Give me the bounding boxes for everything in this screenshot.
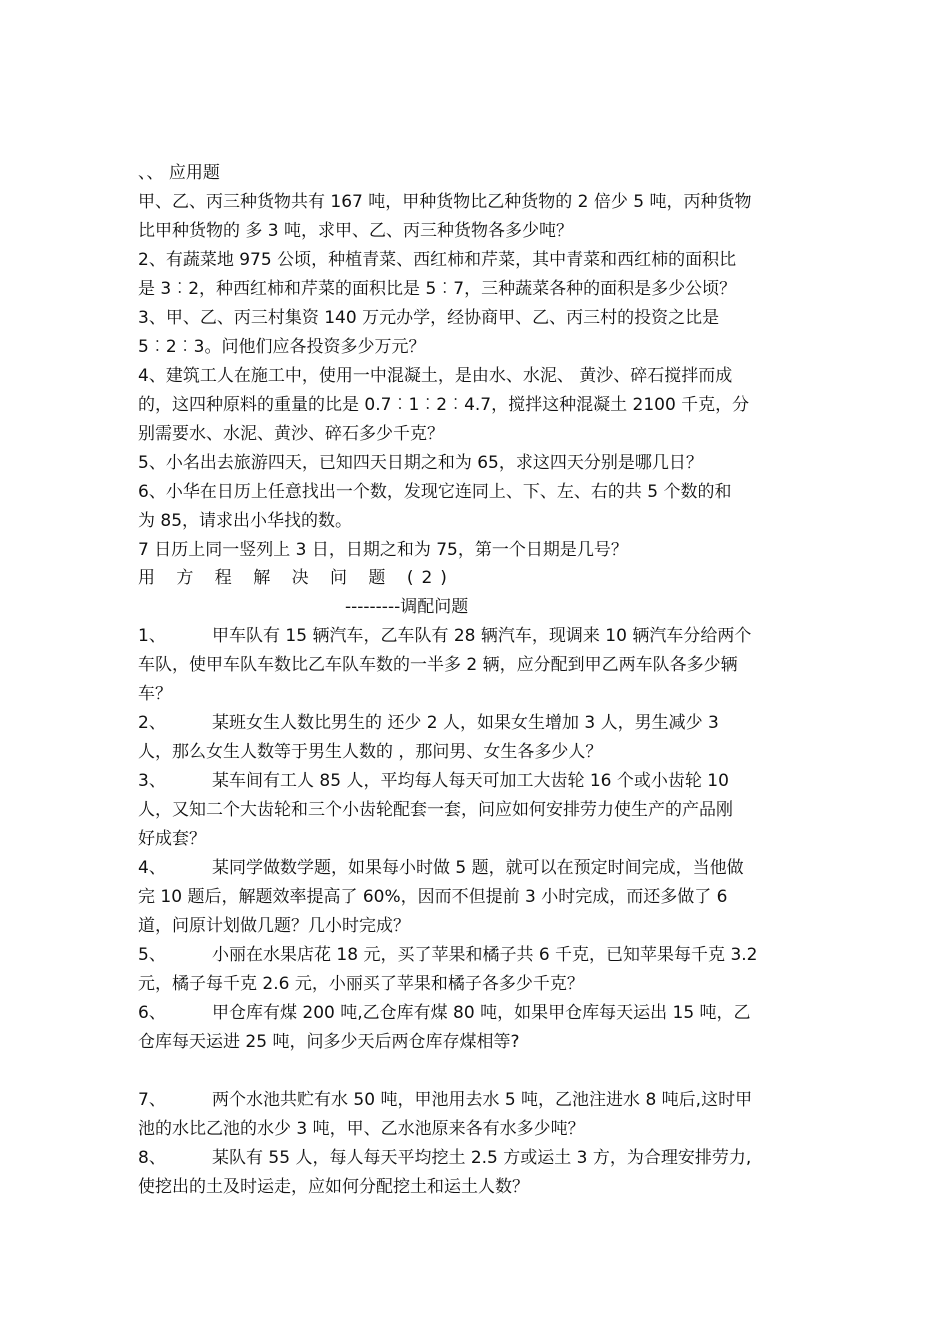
- problem-number: 8、: [138, 1148, 166, 1168]
- problem-text-line: 的，这四种原料的重量的比是 0.7︰1︰2︰4.7，搅拌这种混凝土 2100 千克，分: [138, 395, 750, 415]
- problem-first-line: [138, 625, 818, 647]
- problem-text-line: 4、建筑工人在施工中，使用一中混凝土，是由水、水泥、 黄沙、碎石搅拌而成: [138, 366, 733, 386]
- problem-text-line: 使挖出的土及时运走，应如何分配挖土和运土人数？: [138, 1177, 529, 1197]
- problem-number: 5、: [138, 945, 166, 965]
- problem-first-line: [138, 1089, 818, 1111]
- problem-text-line: 为 85，请求出小华找的数。: [138, 511, 353, 531]
- problem-text-line: 5、小名出去旅游四天，已知四天日期之和为 65，求这四天分别是哪几日？: [138, 453, 703, 473]
- problem-text: 小丽在水果店花 18 元，买了苹果和橘子共 6 千克，已知苹果每千克 3.2: [212, 945, 758, 965]
- problem-text: 某队有 55 人，每人每天平均挖土 2.5 方或运土 3 方，为合理安排劳力,: [212, 1148, 752, 1168]
- problem-text-line: 别需要水、水泥、黄沙、碎石多少千克？: [138, 424, 444, 444]
- problem-text-line: 是 3︰2，种西红柿和芹菜的面积比是 5︰7，三种蔬菜各种的面积是多少公顷？: [138, 279, 737, 299]
- problem-number: 3、: [138, 771, 166, 791]
- problem-text-line: 道，问原计划做几题？几小时完成？: [138, 916, 410, 936]
- problem-first-line: [138, 944, 818, 966]
- problem-text-line: 3、甲、乙、丙三村集资 140 万元办学，经协商甲、乙、丙三村的投资之比是: [138, 308, 720, 328]
- problem-text-line: 车？: [138, 684, 172, 704]
- problem-text: 两个水池共贮有水 50 吨，甲池用去水 5 吨，乙池注进水 8 吨后,这时甲: [212, 1090, 753, 1110]
- problem-first-line: [138, 712, 818, 734]
- problem-text-line: 比甲种货物的 多 3 吨，求甲、乙、丙三种货物各多少吨？: [138, 221, 574, 241]
- problem-text-line: 仓库每天运进 25 吨，问多少天后两仓库存煤相等?: [138, 1032, 520, 1052]
- section-title: 用 方 程 解 决 问 题 (2): [138, 568, 455, 588]
- problem-first-line: [138, 1147, 818, 1169]
- problem-text-line: 6、小华在日历上任意找出一个数，发现它连同上、下、左、右的共 5 个数的和: [138, 482, 732, 502]
- problem-text-line: 5︰2︰3。问他们应各投资多少万元？: [138, 337, 426, 357]
- problem-text-line: 2、有蔬菜地 975 公顷，种植青菜、西红柿和芹菜，其中青菜和西红柿的面积比: [138, 250, 737, 270]
- problem-text-line: 池的水比乙池的水少 3 吨，甲、乙水池原来各有水多少吨？: [138, 1119, 585, 1139]
- problem-number: 2、: [138, 713, 166, 733]
- problem-first-line: [138, 857, 818, 879]
- problem-text: 某车间有工人 85 人，平均每人每天可加工大齿轮 16 个或小齿轮 10: [212, 771, 729, 791]
- section-heading: 、、 应用题: [138, 163, 220, 183]
- problem-text: 某同学做数学题，如果每小时做 5 题，就可以在预定时间完成，当他做: [212, 858, 744, 878]
- problem-text-line: 人，又知二个大齿轮和三个小齿轮配套一套，问应如何安排劳力使生产的产品刚: [138, 800, 733, 820]
- problem-number: 1、: [138, 626, 166, 646]
- problem-text-line: 甲、乙、丙三种货物共有 167 吨，甲种货物比乙种货物的 2 倍少 5 吨，丙种货物: [138, 192, 752, 212]
- problem-number: 7、: [138, 1090, 166, 1110]
- problem-first-line: [138, 770, 818, 792]
- problem-first-line: [138, 1002, 818, 1024]
- problem-text-line: 车队，使甲车队车数比乙车队车数的一半多 2 辆，应分配到甲乙两车队各多少辆: [138, 655, 738, 675]
- section-subtitle: ---------调配问题: [345, 597, 469, 617]
- problem-text: 某班女生人数比男生的 还少 2 人，如果女生增加 3 人，男生减少 3: [212, 713, 719, 733]
- problem-text-line: 完 10 题后，解题效率提高了 60%，因而不但提前 3 小时完成，而还多做了 6: [138, 887, 728, 907]
- problem-text: 甲仓库有煤 200 吨,乙仓库有煤 80 吨，如果甲仓库每天运出 15 吨，乙: [212, 1003, 751, 1023]
- problem-number: 4、: [138, 858, 166, 878]
- problem-text: 甲车队有 15 辆汽车，乙车队有 28 辆汽车，现调来 10 辆汽车分给两个: [212, 626, 752, 646]
- problem-text-line: 元，橘子每千克 2.6 元，小丽买了苹果和橘子各多少千克？: [138, 974, 584, 994]
- problem-text-line: 好成套？: [138, 829, 206, 849]
- problem-number: 6、: [138, 1003, 166, 1023]
- problem-text-line: 人，那么女生人数等于男生人数的 ，那问男、女生各多少人？: [138, 742, 603, 762]
- problem-text-line: 7 日历上同一竖列上 3 日，日期之和为 75，第一个日期是几号？: [138, 540, 628, 560]
